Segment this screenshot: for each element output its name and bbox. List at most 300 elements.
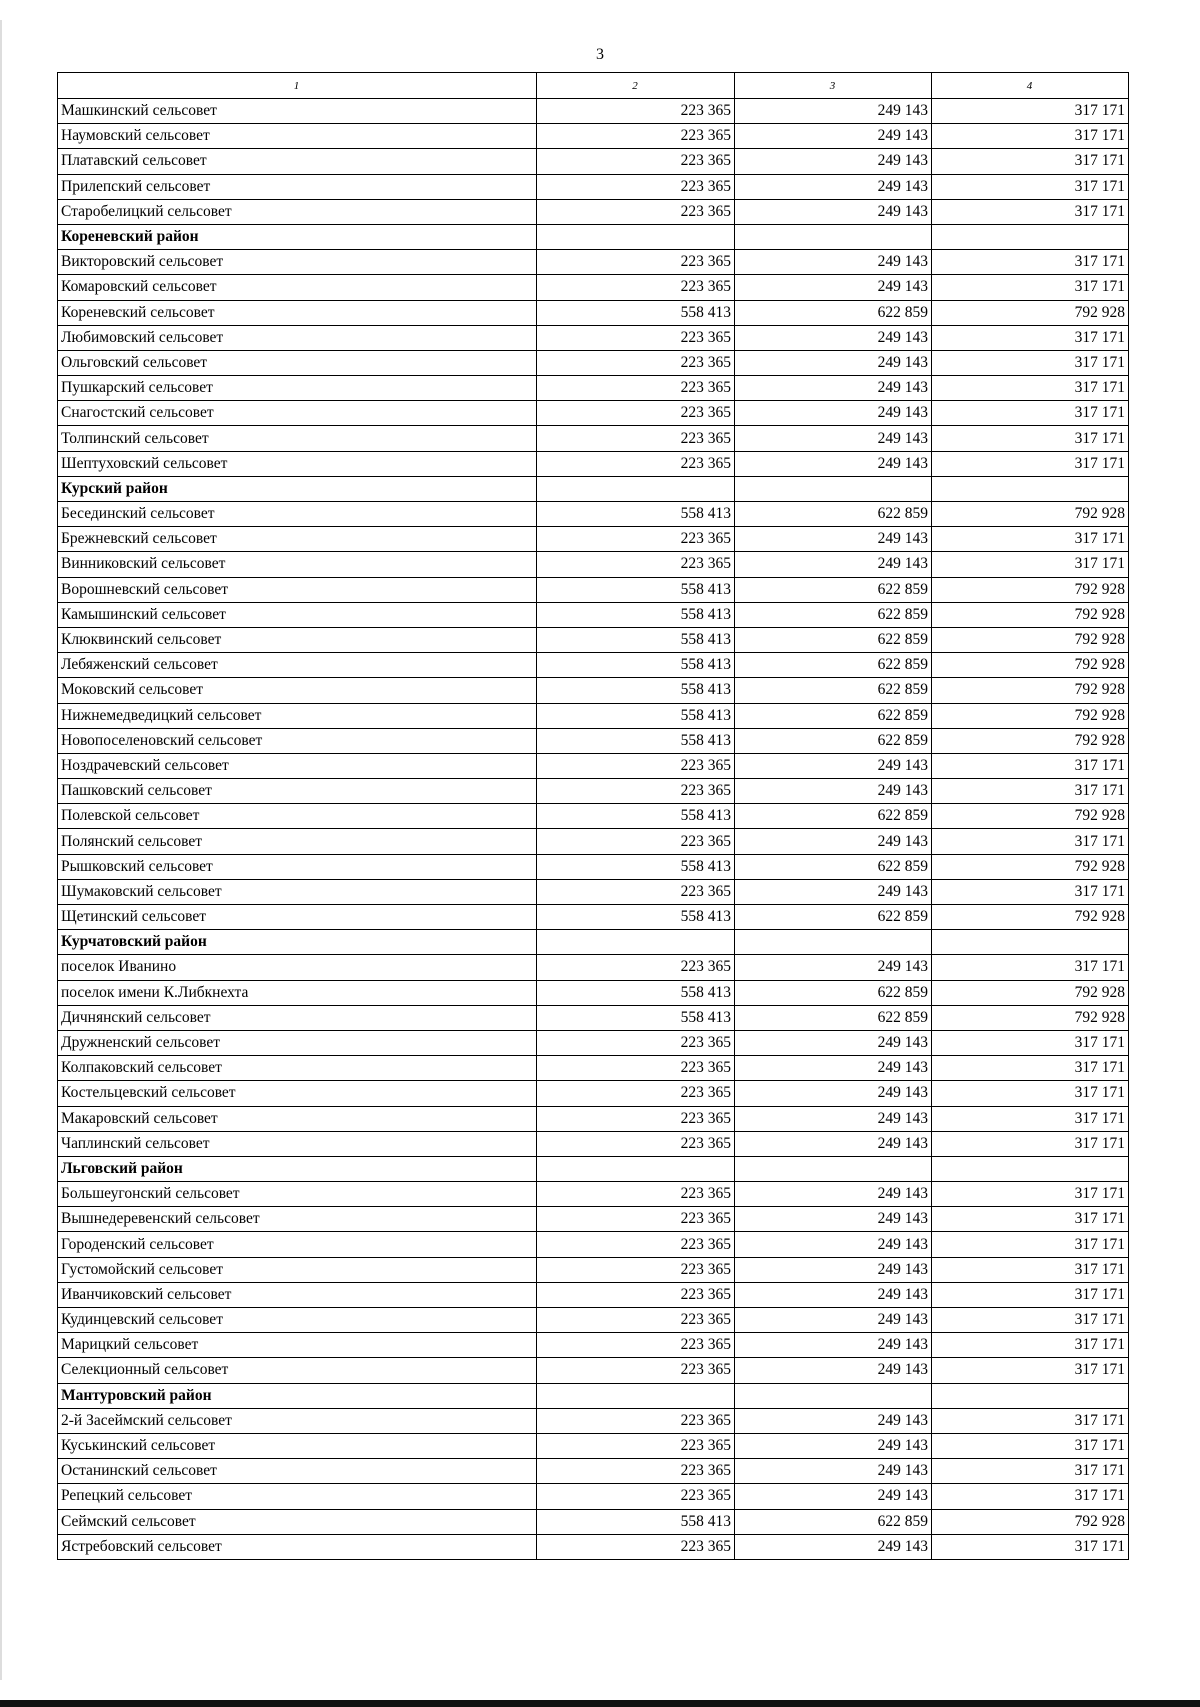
settlement-name: Дичнянский сельсовет [58, 1005, 537, 1030]
settlement-name: Камышинский сельсовет [58, 602, 537, 627]
value-col-2: 223 365 [537, 552, 735, 577]
settlement-name: Моковский сельсовет [58, 678, 537, 703]
value-col-4: 317 171 [932, 1207, 1129, 1232]
value-col-4: 317 171 [932, 275, 1129, 300]
value-col-3: 249 143 [735, 1484, 932, 1509]
district-name: Льговский район [58, 1156, 537, 1181]
table-row [58, 1459, 1129, 1484]
table-row [58, 955, 1129, 980]
value-col-3: 249 143 [735, 1433, 932, 1458]
table-row [58, 1333, 1129, 1358]
settlement-name: Вышнедеревенский сельсовет [58, 1207, 537, 1232]
settlement-name: Новопоселеновский сельсовет [58, 728, 537, 753]
table-row [58, 980, 1129, 1005]
settlement-name: поселок имени К.Либкнехта [58, 980, 537, 1005]
column-header-4: 4 [932, 73, 1129, 99]
value-col-3: 622 859 [735, 602, 932, 627]
value-col-3: 622 859 [735, 300, 932, 325]
table-row [58, 577, 1129, 602]
settlement-name: Наумовский сельсовет [58, 124, 537, 149]
settlement-name: Викторовский сельсовет [58, 250, 537, 275]
settlement-name: Шептуховский сельсовет [58, 451, 537, 476]
table-row [58, 653, 1129, 678]
value-col-2: 223 365 [537, 829, 735, 854]
value-col-3: 249 143 [735, 1308, 932, 1333]
table-row [58, 300, 1129, 325]
settlement-name: Репецкий сельсовет [58, 1484, 537, 1509]
table-row [58, 829, 1129, 854]
settlement-name: 2-й Засеймский сельсовет [58, 1408, 537, 1433]
value-col-3: 249 143 [735, 1257, 932, 1282]
value-col-3: 249 143 [735, 426, 932, 451]
value-col-3: 249 143 [735, 451, 932, 476]
value-col-3: 622 859 [735, 653, 932, 678]
value-col-4: 317 171 [932, 1408, 1129, 1433]
settlement-name: Полевской сельсовет [58, 804, 537, 829]
value-col-4: 317 171 [932, 1030, 1129, 1055]
value-col-4: 792 928 [932, 627, 1129, 652]
value-col-3: 622 859 [735, 1005, 932, 1030]
settlement-name: Толпинский сельсовет [58, 426, 537, 451]
empty-cell [932, 224, 1129, 249]
value-col-4: 317 171 [932, 1534, 1129, 1559]
table-row [58, 804, 1129, 829]
value-col-2: 558 413 [537, 627, 735, 652]
table-row [58, 527, 1129, 552]
value-col-2: 558 413 [537, 1005, 735, 1030]
value-col-2: 223 365 [537, 527, 735, 552]
value-col-3: 249 143 [735, 1081, 932, 1106]
value-col-2: 223 365 [537, 149, 735, 174]
value-col-2: 223 365 [537, 1484, 735, 1509]
table-body [58, 99, 1129, 1560]
empty-cell [932, 1156, 1129, 1181]
value-col-3: 249 143 [735, 1534, 932, 1559]
value-col-4: 317 171 [932, 1106, 1129, 1131]
table-row [58, 1509, 1129, 1534]
empty-cell [735, 476, 932, 501]
value-col-2: 223 365 [537, 174, 735, 199]
value-col-3: 249 143 [735, 1106, 932, 1131]
settlement-name: поселок Иванино [58, 955, 537, 980]
value-col-2: 558 413 [537, 980, 735, 1005]
value-col-4: 317 171 [932, 426, 1129, 451]
value-col-3: 249 143 [735, 1358, 932, 1383]
table-row [58, 199, 1129, 224]
settlement-name: Иванчиковский сельсовет [58, 1282, 537, 1307]
settlement-name: Пашковский сельсовет [58, 779, 537, 804]
empty-cell [735, 1383, 932, 1408]
table-row [58, 1308, 1129, 1333]
settlement-name: Останинский сельсовет [58, 1459, 537, 1484]
value-col-4: 792 928 [932, 653, 1129, 678]
value-col-4: 317 171 [932, 1056, 1129, 1081]
value-col-4: 317 171 [932, 124, 1129, 149]
value-col-2: 558 413 [537, 502, 735, 527]
table-row [58, 426, 1129, 451]
table-row [58, 1484, 1129, 1509]
value-col-4: 792 928 [932, 678, 1129, 703]
table-row [58, 124, 1129, 149]
table-row [58, 1534, 1129, 1559]
value-col-4: 317 171 [932, 401, 1129, 426]
value-col-2: 223 365 [537, 1207, 735, 1232]
empty-cell [735, 1156, 932, 1181]
settlement-name: Ольговский сельсовет [58, 350, 537, 375]
value-col-3: 622 859 [735, 502, 932, 527]
value-col-4: 792 928 [932, 703, 1129, 728]
value-col-4: 317 171 [932, 149, 1129, 174]
value-col-4: 317 171 [932, 250, 1129, 275]
district-header-row [58, 1383, 1129, 1408]
table-row [58, 1207, 1129, 1232]
settlement-name: Макаровский сельсовет [58, 1106, 537, 1131]
value-col-4: 317 171 [932, 753, 1129, 778]
settlement-name: Лебяженский сельсовет [58, 653, 537, 678]
value-col-2: 558 413 [537, 905, 735, 930]
value-col-3: 622 859 [735, 678, 932, 703]
page-number-text: 3 [596, 46, 604, 63]
table-row [58, 1232, 1129, 1257]
value-col-4: 792 928 [932, 1509, 1129, 1534]
settlement-name: Ворошневский сельсовет [58, 577, 537, 602]
value-col-4: 317 171 [932, 527, 1129, 552]
table-row [58, 401, 1129, 426]
value-col-3: 249 143 [735, 829, 932, 854]
value-col-3: 249 143 [735, 350, 932, 375]
empty-cell [932, 476, 1129, 501]
value-col-2: 223 365 [537, 779, 735, 804]
table-row [58, 1282, 1129, 1307]
district-header-row [58, 930, 1129, 955]
settlement-name: Куськинский сельсовет [58, 1433, 537, 1458]
district-name: Мантуровский район [58, 1383, 537, 1408]
table-row [58, 149, 1129, 174]
table-row [58, 854, 1129, 879]
value-col-2: 223 365 [537, 401, 735, 426]
value-col-4: 317 171 [932, 99, 1129, 124]
value-col-3: 249 143 [735, 955, 932, 980]
value-col-3: 249 143 [735, 527, 932, 552]
value-col-4: 317 171 [932, 1484, 1129, 1509]
settlement-name: Селекционный сельсовет [58, 1358, 537, 1383]
value-col-3: 249 143 [735, 325, 932, 350]
empty-cell [932, 1383, 1129, 1408]
value-col-2: 223 365 [537, 1358, 735, 1383]
settlement-name: Пушкарский сельсовет [58, 376, 537, 401]
scan-bottom-border [0, 1700, 1200, 1707]
settlement-name: Ноздрачевский сельсовет [58, 753, 537, 778]
settlement-name: Рышковский сельсовет [58, 854, 537, 879]
value-col-2: 223 365 [537, 1131, 735, 1156]
table-row [58, 779, 1129, 804]
value-col-3: 249 143 [735, 149, 932, 174]
empty-cell [537, 1383, 735, 1408]
value-col-2: 558 413 [537, 728, 735, 753]
table-row [58, 602, 1129, 627]
settlement-name: Колпаковский сельсовет [58, 1056, 537, 1081]
empty-cell [735, 224, 932, 249]
value-col-2: 558 413 [537, 653, 735, 678]
value-col-3: 249 143 [735, 376, 932, 401]
value-col-3: 249 143 [735, 1282, 932, 1307]
settlement-name: Городенский сельсовет [58, 1232, 537, 1257]
table-row [58, 174, 1129, 199]
value-col-3: 622 859 [735, 854, 932, 879]
value-col-3: 249 143 [735, 753, 932, 778]
value-col-4: 792 928 [932, 854, 1129, 879]
table-row [58, 1081, 1129, 1106]
value-col-2: 223 365 [537, 1056, 735, 1081]
table-row [58, 1131, 1129, 1156]
value-col-4: 792 928 [932, 804, 1129, 829]
value-col-3: 249 143 [735, 401, 932, 426]
value-col-4: 317 171 [932, 955, 1129, 980]
settlement-name: Шумаковский сельсовет [58, 879, 537, 904]
settlement-name: Прилепский сельсовет [58, 174, 537, 199]
value-col-2: 223 365 [537, 199, 735, 224]
settlement-name: Винниковский сельсовет [58, 552, 537, 577]
value-col-2: 223 365 [537, 1433, 735, 1458]
settlement-name: Ястребовский сельсовет [58, 1534, 537, 1559]
value-col-2: 223 365 [537, 1534, 735, 1559]
value-col-4: 792 928 [932, 980, 1129, 1005]
value-col-2: 558 413 [537, 804, 735, 829]
value-col-3: 622 859 [735, 905, 932, 930]
value-col-3: 249 143 [735, 250, 932, 275]
value-col-3: 622 859 [735, 577, 932, 602]
table-row [58, 1408, 1129, 1433]
table-header-row [58, 73, 1129, 99]
table-row [58, 627, 1129, 652]
table-row [58, 99, 1129, 124]
value-col-4: 317 171 [932, 1131, 1129, 1156]
value-col-2: 223 365 [537, 1257, 735, 1282]
settlement-name: Марицкий сельсовет [58, 1333, 537, 1358]
value-col-2: 223 365 [537, 99, 735, 124]
district-name: Кореневский район [58, 224, 537, 249]
value-col-4: 792 928 [932, 300, 1129, 325]
value-col-2: 223 365 [537, 955, 735, 980]
settlement-name: Клюквинский сельсовет [58, 627, 537, 652]
settlement-name: Бесединский сельсовет [58, 502, 537, 527]
table-row [58, 1030, 1129, 1055]
table-row [58, 1106, 1129, 1131]
value-col-3: 622 859 [735, 728, 932, 753]
value-col-3: 622 859 [735, 804, 932, 829]
table-row [58, 376, 1129, 401]
data-table [57, 72, 1129, 1560]
value-col-2: 223 365 [537, 753, 735, 778]
value-col-3: 249 143 [735, 1207, 932, 1232]
value-col-4: 317 171 [932, 1257, 1129, 1282]
value-col-2: 558 413 [537, 703, 735, 728]
value-col-4: 792 928 [932, 728, 1129, 753]
value-col-3: 249 143 [735, 1182, 932, 1207]
value-col-2: 223 365 [537, 250, 735, 275]
value-col-2: 223 365 [537, 1333, 735, 1358]
settlement-name: Брежневский сельсовет [58, 527, 537, 552]
value-col-3: 249 143 [735, 1333, 932, 1358]
value-col-4: 792 928 [932, 602, 1129, 627]
value-col-4: 317 171 [932, 1358, 1129, 1383]
value-col-4: 317 171 [932, 1308, 1129, 1333]
column-header-2: 2 [537, 73, 735, 99]
value-col-3: 249 143 [735, 1030, 932, 1055]
table-row [58, 753, 1129, 778]
value-col-4: 317 171 [932, 376, 1129, 401]
settlement-name: Полянский сельсовет [58, 829, 537, 854]
value-col-3: 249 143 [735, 1232, 932, 1257]
table-row [58, 905, 1129, 930]
value-col-2: 223 365 [537, 325, 735, 350]
value-col-2: 223 365 [537, 1408, 735, 1433]
empty-cell [537, 1156, 735, 1181]
table-row [58, 728, 1129, 753]
table-row [58, 502, 1129, 527]
table-row [58, 678, 1129, 703]
table-row [58, 250, 1129, 275]
settlement-name: Комаровский сельсовет [58, 275, 537, 300]
settlement-name: Густомойский сельсовет [58, 1257, 537, 1282]
settlement-name: Кореневский сельсовет [58, 300, 537, 325]
value-col-2: 223 365 [537, 1308, 735, 1333]
page-number [0, 46, 1200, 64]
value-col-3: 249 143 [735, 1459, 932, 1484]
table-row [58, 1005, 1129, 1030]
value-col-4: 317 171 [932, 451, 1129, 476]
value-col-4: 792 928 [932, 577, 1129, 602]
value-col-2: 223 365 [537, 879, 735, 904]
table-row [58, 1182, 1129, 1207]
value-col-4: 317 171 [932, 1459, 1129, 1484]
district-name: Курский район [58, 476, 537, 501]
value-col-4: 317 171 [932, 829, 1129, 854]
table-row [58, 1433, 1129, 1458]
value-col-2: 223 365 [537, 1232, 735, 1257]
table-row [58, 451, 1129, 476]
value-col-2: 558 413 [537, 577, 735, 602]
value-col-2: 223 365 [537, 451, 735, 476]
value-col-3: 249 143 [735, 199, 932, 224]
value-col-2: 223 365 [537, 1106, 735, 1131]
value-col-2: 223 365 [537, 1459, 735, 1484]
value-col-3: 249 143 [735, 99, 932, 124]
settlement-name: Платавский сельсовет [58, 149, 537, 174]
district-name: Курчатовский район [58, 930, 537, 955]
value-col-2: 223 365 [537, 1081, 735, 1106]
value-col-4: 317 171 [932, 1433, 1129, 1458]
table-row [58, 1056, 1129, 1081]
value-col-3: 622 859 [735, 703, 932, 728]
settlement-name: Кудинцевский сельсовет [58, 1308, 537, 1333]
empty-cell [735, 930, 932, 955]
value-col-3: 249 143 [735, 124, 932, 149]
value-col-4: 317 171 [932, 1333, 1129, 1358]
value-col-4: 317 171 [932, 1232, 1129, 1257]
column-header-3: 3 [735, 73, 932, 99]
district-header-row [58, 1156, 1129, 1181]
value-col-2: 558 413 [537, 1509, 735, 1534]
value-col-4: 792 928 [932, 905, 1129, 930]
value-col-4: 317 171 [932, 1282, 1129, 1307]
value-col-3: 249 143 [735, 275, 932, 300]
value-col-4: 317 171 [932, 174, 1129, 199]
value-col-3: 622 859 [735, 627, 932, 652]
settlement-name: Снагостский сельсовет [58, 401, 537, 426]
value-col-3: 622 859 [735, 980, 932, 1005]
empty-cell [537, 224, 735, 249]
settlement-name: Машкинский сельсовет [58, 99, 537, 124]
value-col-2: 558 413 [537, 678, 735, 703]
table-row [58, 552, 1129, 577]
settlement-name: Сеймский сельсовет [58, 1509, 537, 1534]
value-col-4: 317 171 [932, 779, 1129, 804]
table-row [58, 275, 1129, 300]
value-col-3: 249 143 [735, 1131, 932, 1156]
settlement-name: Старобелицкий сельсовет [58, 199, 537, 224]
value-col-3: 249 143 [735, 1056, 932, 1081]
value-col-2: 223 365 [537, 426, 735, 451]
district-header-row [58, 476, 1129, 501]
table-row [58, 1257, 1129, 1282]
value-col-4: 317 171 [932, 350, 1129, 375]
table-row [58, 350, 1129, 375]
value-col-3: 249 143 [735, 1408, 932, 1433]
value-col-2: 558 413 [537, 300, 735, 325]
value-col-2: 558 413 [537, 854, 735, 879]
value-col-4: 317 171 [932, 1182, 1129, 1207]
settlement-name: Нижнемедведицкий сельсовет [58, 703, 537, 728]
value-col-4: 317 171 [932, 325, 1129, 350]
table-row [58, 879, 1129, 904]
value-col-2: 223 365 [537, 275, 735, 300]
value-col-3: 622 859 [735, 1509, 932, 1534]
value-col-4: 317 171 [932, 1081, 1129, 1106]
scan-left-edge [0, 20, 2, 1680]
district-header-row [58, 224, 1129, 249]
empty-cell [537, 930, 735, 955]
column-header-1: 1 [58, 73, 537, 99]
value-col-4: 317 171 [932, 199, 1129, 224]
settlement-name: Чаплинский сельсовет [58, 1131, 537, 1156]
value-col-2: 223 365 [537, 124, 735, 149]
settlement-name: Дружненский сельсовет [58, 1030, 537, 1055]
value-col-2: 223 365 [537, 376, 735, 401]
value-col-3: 249 143 [735, 879, 932, 904]
value-col-4: 317 171 [932, 552, 1129, 577]
value-col-2: 223 365 [537, 1282, 735, 1307]
value-col-2: 223 365 [537, 350, 735, 375]
value-col-3: 249 143 [735, 552, 932, 577]
empty-cell [537, 476, 735, 501]
value-col-4: 317 171 [932, 879, 1129, 904]
value-col-2: 223 365 [537, 1182, 735, 1207]
table-row [58, 325, 1129, 350]
settlement-name: Любимовский сельсовет [58, 325, 537, 350]
value-col-4: 792 928 [932, 502, 1129, 527]
empty-cell [932, 930, 1129, 955]
value-col-3: 249 143 [735, 779, 932, 804]
settlement-name: Костельцевский сельсовет [58, 1081, 537, 1106]
value-col-2: 223 365 [537, 1030, 735, 1055]
value-col-4: 792 928 [932, 1005, 1129, 1030]
settlement-name: Большеугонский сельсовет [58, 1182, 537, 1207]
value-col-2: 558 413 [537, 602, 735, 627]
settlement-name: Щетинский сельсовет [58, 905, 537, 930]
table-row [58, 703, 1129, 728]
table-row [58, 1358, 1129, 1383]
